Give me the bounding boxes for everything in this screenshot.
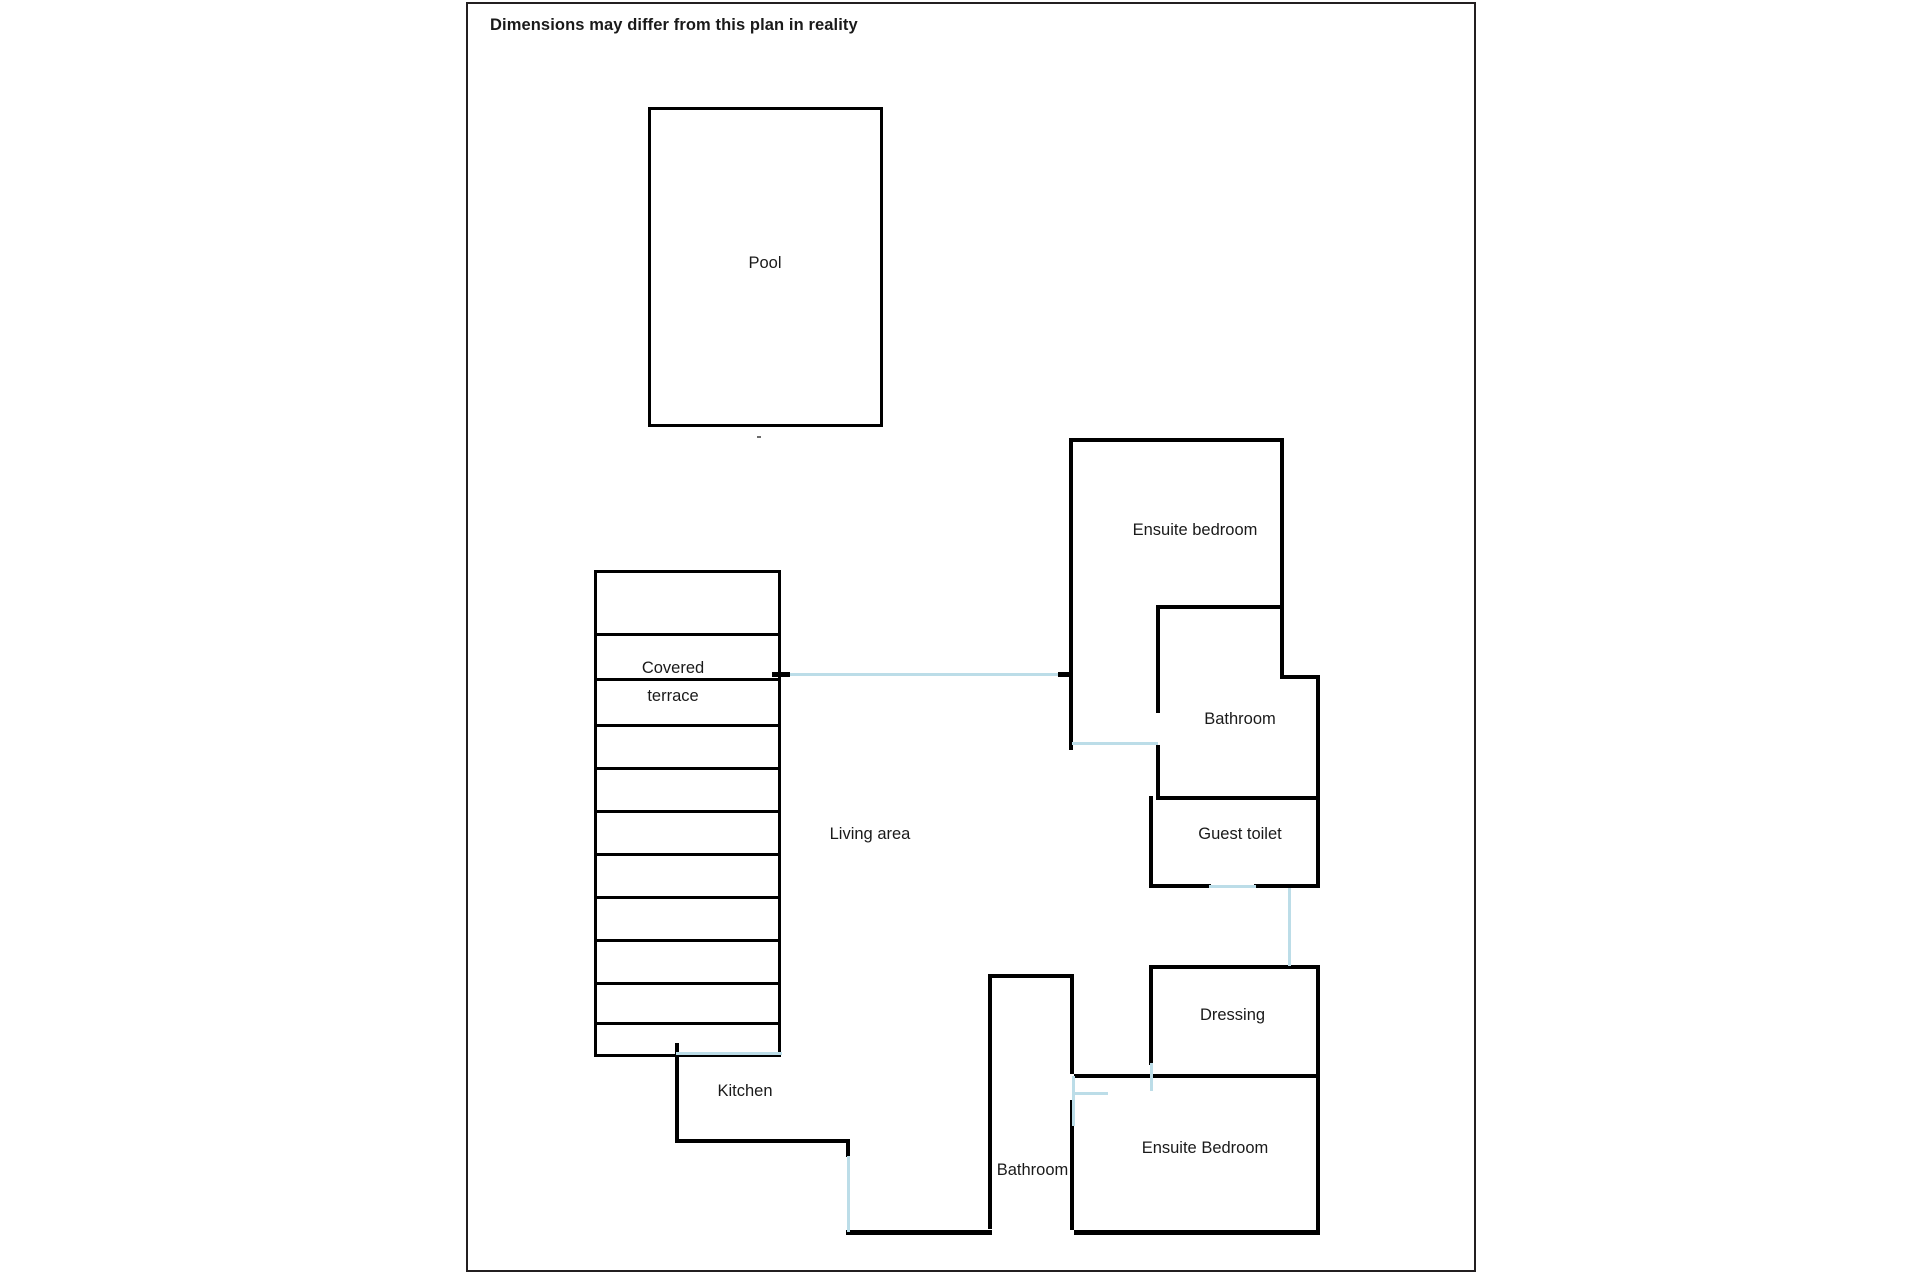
bathroom-bottom-wall-north [988,974,1074,978]
pool-tick-mark [757,436,761,438]
door-guest-toilet-to-dressing [1288,888,1291,966]
kitchen-label: Kitchen [717,1082,773,1100]
terrace-slat-4 [594,767,781,770]
kitchen-wall-east-stub [846,1139,850,1157]
guest-toilet-wall-west [1149,796,1153,888]
terrace-slat-10 [594,1022,781,1025]
bathroom-bottom-wall-west [988,974,992,1229]
terrace-slat-7 [594,896,781,899]
dressing-wall-north [1149,965,1320,969]
bathroom-top-wall-south [1156,796,1320,800]
ensuite-bedroom-top-label: Ensuite bedroom [1132,521,1258,539]
terrace-slat-5 [594,810,781,813]
ensuite-bottom-wall-north-right [1104,1074,1320,1078]
guest-toilet-wall-south-left [1149,884,1211,888]
bathroom-top-wall-east-outer [1316,675,1320,800]
terrace-slat-9 [594,982,781,985]
ensuite-bedroom-bottom-label: Ensuite Bedroom [1141,1139,1269,1157]
bathroom-top-wall-east-upper [1280,605,1284,677]
living-area-label: Living area [829,825,911,843]
door-dressing-to-ensuite-bottom [1074,1092,1108,1095]
plan-disclaimer-note: Dimensions may differ from this plan in reality [490,16,858,34]
ensuite-top-wall-west [1069,438,1073,750]
door-dressing-to-living [1150,1063,1153,1091]
bathroom-top-label: Bathroom [1204,710,1276,728]
ensuite-top-wall-north [1069,438,1284,442]
ensuite-bottom-wall-south [1074,1230,1320,1235]
living-wall-north-stub-left [772,672,790,677]
covered-terrace-label-line2: terrace [647,687,699,705]
bathroom-top-wall-west [1156,605,1160,713]
terrace-slat-6 [594,853,781,856]
dressing-label: Dressing [1199,1006,1266,1024]
bathroom-top-wall-west-lower [1156,745,1160,800]
bathroom-bottom-wall-east-upper [1070,974,1074,1074]
pool-label: Pool [748,254,782,272]
door-terrace-to-kitchen [676,1052,782,1055]
ensuite-bottom-wall-east [1316,1074,1320,1234]
dressing-wall-east [1316,965,1320,1078]
door-bathroom-bottom-to-living [1072,1076,1075,1126]
door-kitchen-to-exterior [847,1156,850,1232]
door-guest-toilet-south [1209,885,1256,888]
ensuite-bottom-wall-north-left [1074,1074,1104,1078]
south-exterior-wall [846,1230,992,1235]
living-wall-north-stub-right [1058,672,1073,677]
covered-terrace-label-line1: Covered [641,659,705,677]
door-bathroom-top-to-living [1072,742,1158,745]
guest-toilet-label: Guest toilet [1198,825,1282,843]
terrace-slat-1 [594,633,781,636]
door-terrace-to-living [790,673,1058,676]
kitchen-wall-south [675,1139,850,1143]
bathroom-bottom-label: Bathroom [996,1161,1069,1179]
guest-toilet-wall-south-right [1254,884,1320,888]
bathroom-top-wall-east-step [1280,675,1320,679]
bathroom-top-wall-north [1156,605,1284,609]
terrace-slat-3 [594,724,781,727]
terrace-slat-8 [594,939,781,942]
